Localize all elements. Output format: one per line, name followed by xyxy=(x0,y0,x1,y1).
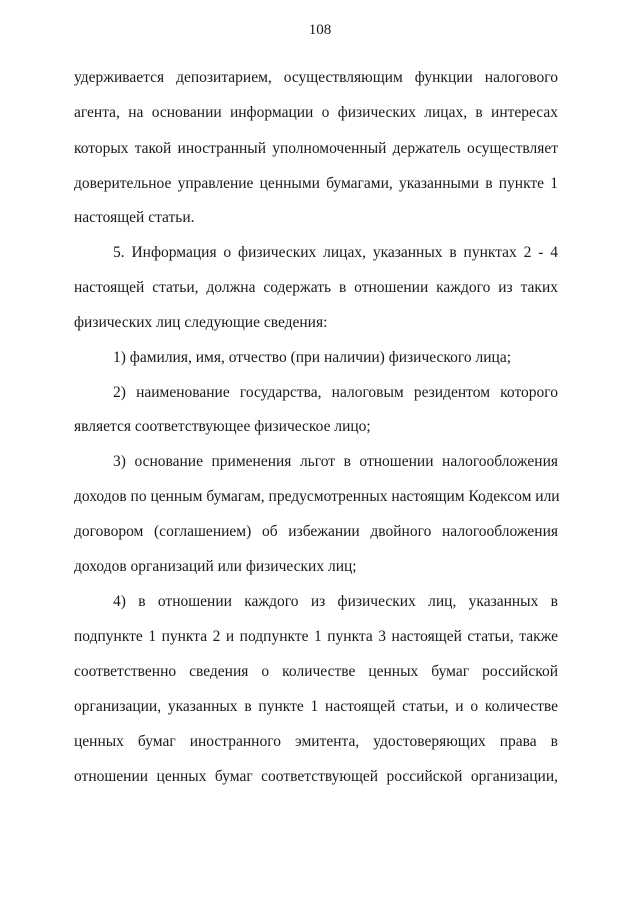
page-number: 108 xyxy=(308,22,332,38)
text-line: 4) в отношении каждого из физических лиц, указанных в xyxy=(113,593,558,610)
text-line: удерживается депозитарием, осуществляющим функции налогового xyxy=(74,69,558,86)
text-line: 3) основание применения льгот в отношении налогообложения xyxy=(113,453,558,470)
text-line: настоящей статьи. xyxy=(74,209,195,226)
text-line: отношении ценных бумаг соответствующей российской организации, xyxy=(74,768,558,785)
text-line: договором (соглашением) об избежании двойного налогообложения xyxy=(74,523,558,540)
text-line: доверительное управление ценными бумагами, указанными в пункте 1 xyxy=(74,175,558,192)
text-line: подпункте 1 пункта 2 и подпункте 1 пункта 3 настоящей статьи, также xyxy=(74,628,558,645)
text-line: организации, указанных в пункте 1 настоящей статьи, и о количестве xyxy=(74,698,558,715)
text-line: 2) наименование государства, налоговым резидентом которого xyxy=(113,384,558,401)
text-line: физических лиц следующие сведения: xyxy=(74,314,328,331)
text-line: которых такой иностранный уполномоченный держатель осуществляет xyxy=(74,140,558,157)
text-line: доходов по ценным бумагам, предусмотренных настоящим Кодексом или xyxy=(74,488,560,505)
text-line: ценных бумаг иностранного эмитента, удостоверяющих права в xyxy=(74,733,558,750)
text-line: 1) фамилия, имя, отчество (при наличии) физического лица; xyxy=(113,349,512,366)
text-line: доходов организаций или физических лиц; xyxy=(74,558,357,575)
text-line: агента, на основании информации о физических лицах, в интересах xyxy=(74,104,558,121)
text-line: соответственно сведения о количестве ценных бумаг российской xyxy=(74,663,558,680)
text-line: 5. Информация о физических лицах, указанных в пунктах 2 - 4 xyxy=(113,244,558,261)
text-line: является соответствующее физическое лицо; xyxy=(74,418,371,435)
text-line: настоящей статьи, должна содержать в отношении каждого из таких xyxy=(74,279,558,296)
